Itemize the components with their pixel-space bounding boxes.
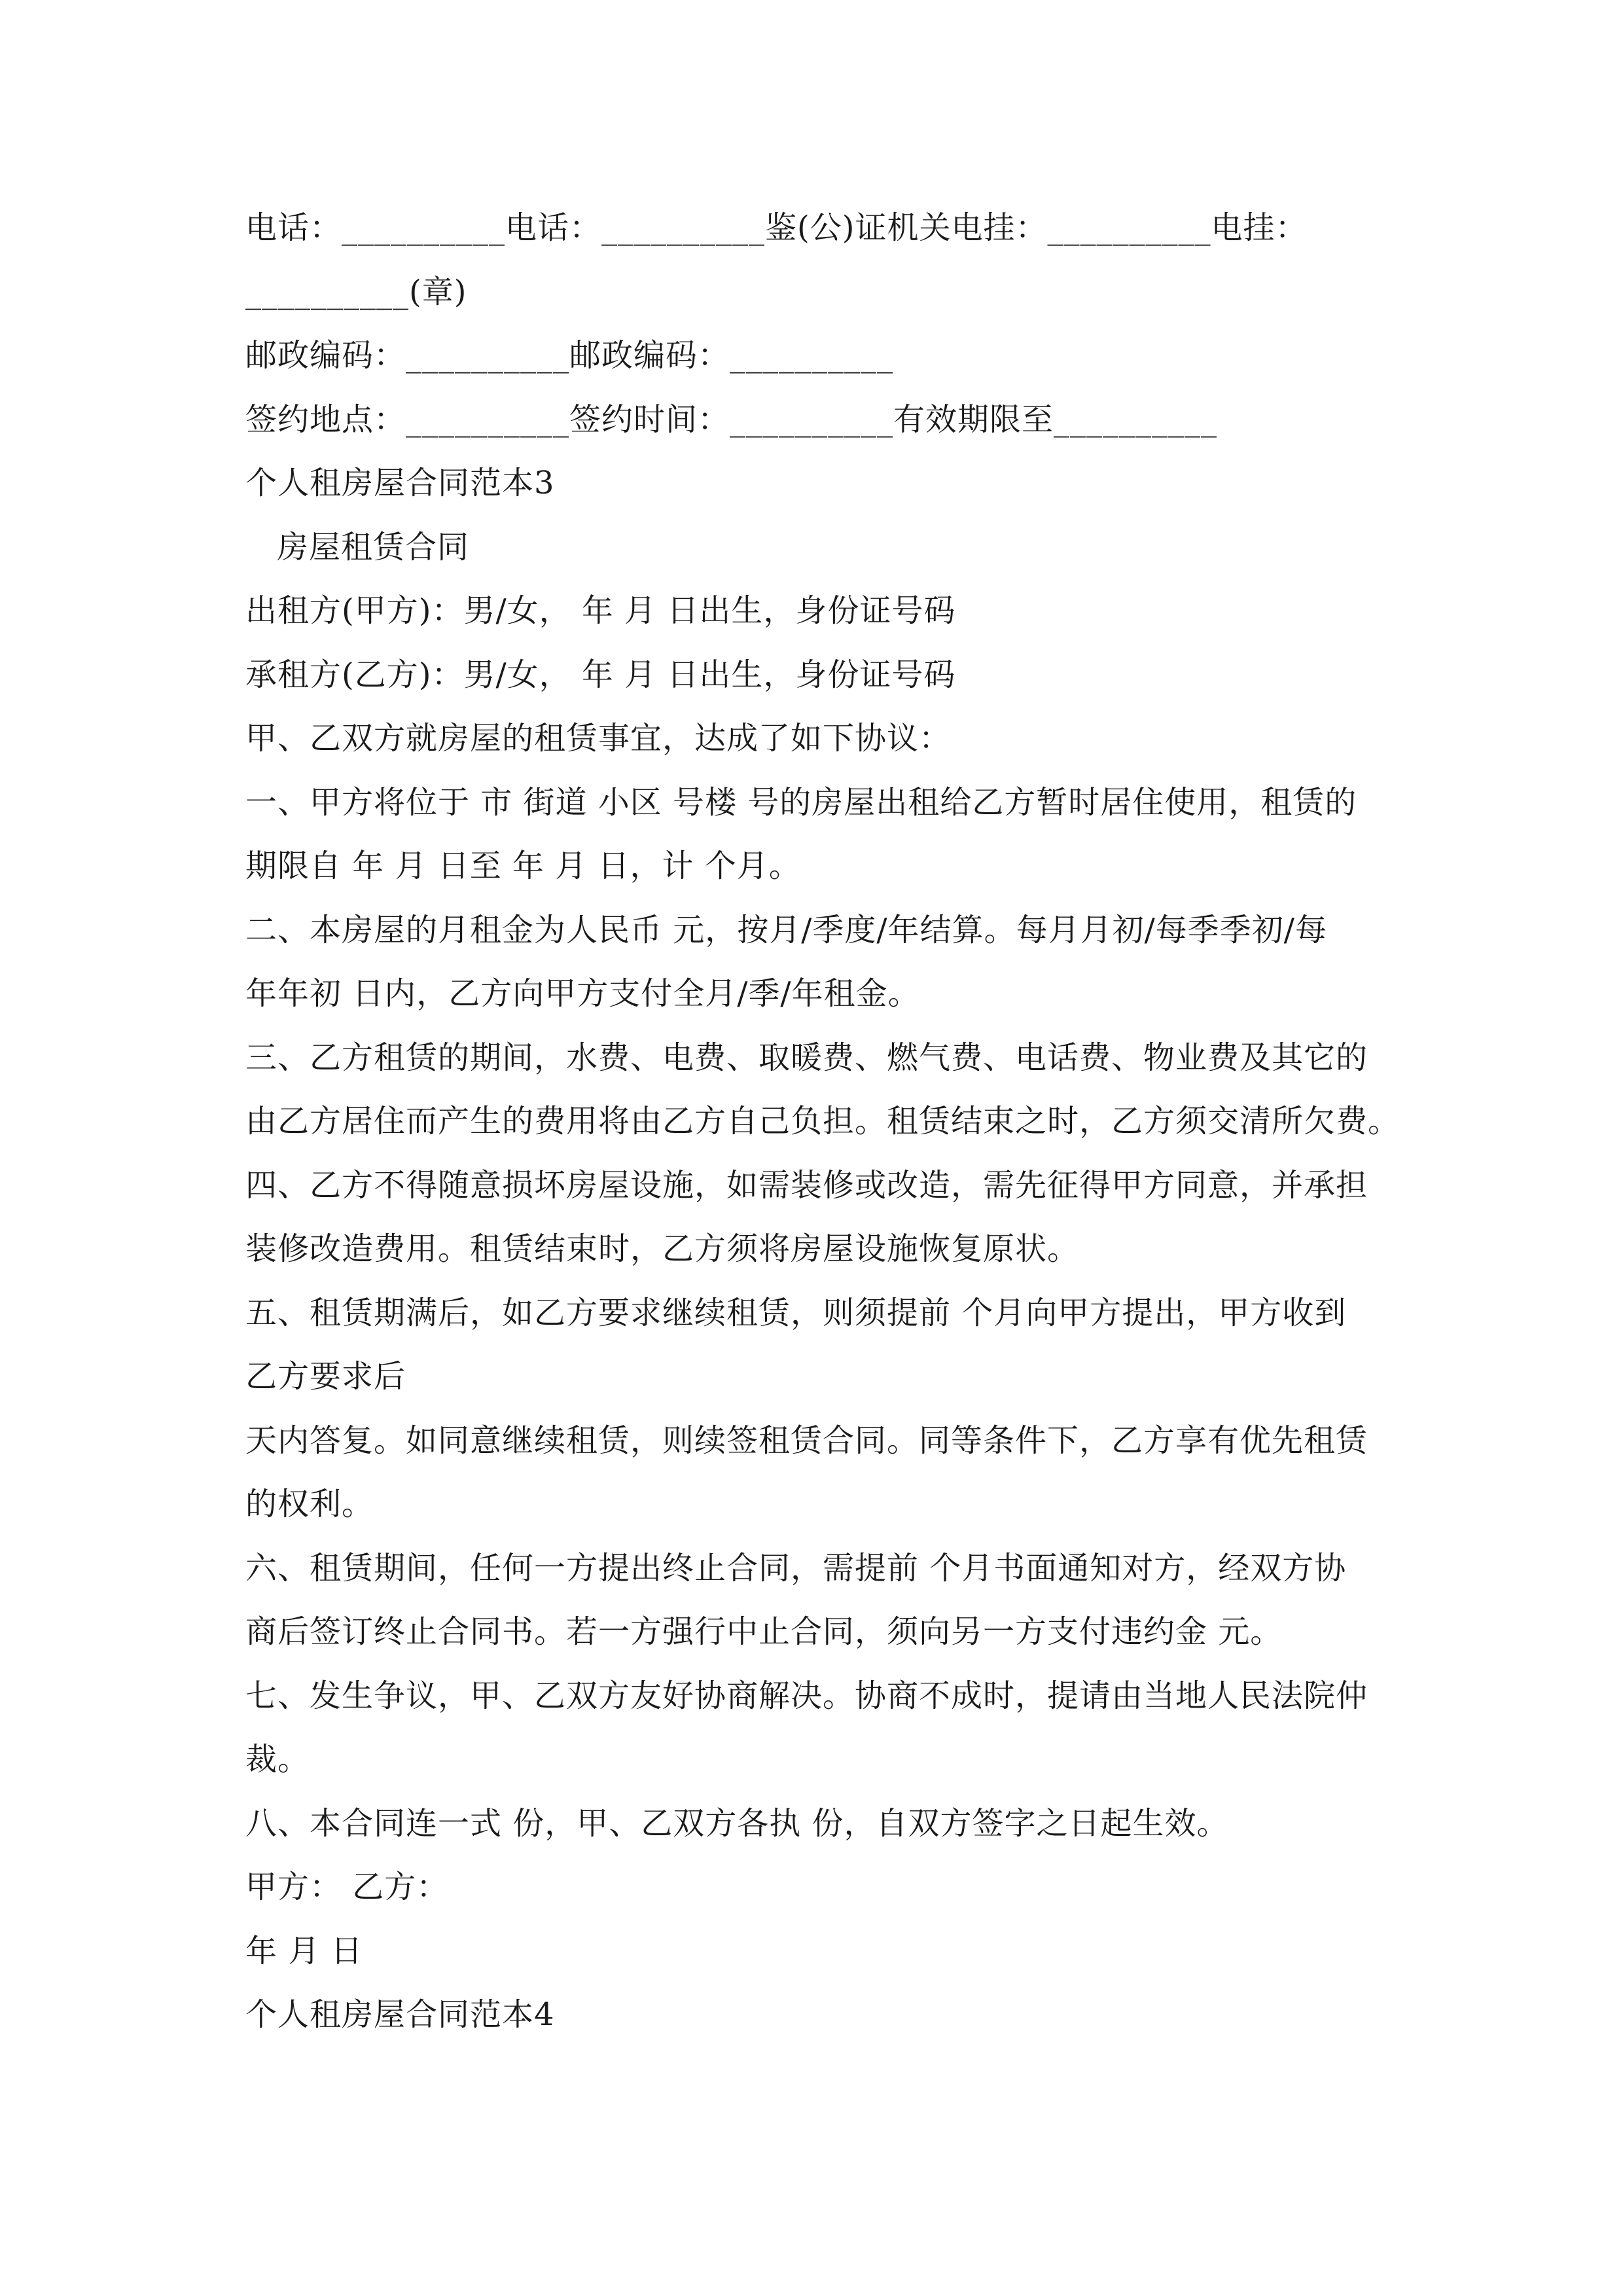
contact-phone-line: 电话：__________电话：__________鉴(公)证机关电挂：__________电挂： [245, 209, 1308, 246]
clause-5-line-3: 天内答复。如同意继续租赁，则续签租赁合同。同等条件下，乙方享有优先租赁 [245, 1422, 1368, 1459]
clause-3-line-2: 由乙方居住而产生的费用将由乙方自己负担。租赁结束之时，乙方须交清所欠费。 [245, 1103, 1400, 1139]
document-body [245, 196, 1400, 2047]
agreement-intro: 甲、乙双方就房屋的租赁事宜，达成了如下协议： [245, 720, 952, 757]
section-heading-3: 个人租房屋合同范本3 [245, 465, 555, 501]
lessee-info: 承租方(乙方)：男/女， 年 月 日出生，身份证号码 [245, 656, 956, 693]
clause-5-line-2: 乙方要求后 [245, 1358, 406, 1395]
clause-3-line-1: 三、乙方租赁的期间，水费、电费、取暖费、燃气费、电话费、物业费及其它的 [245, 1039, 1368, 1076]
clause-1-line-1: 一、甲方将位于 市 街道 小区 号楼 号的房屋出租给乙方暂时居住使用，租赁的 [245, 783, 1357, 821]
seal-line: __________(章) [245, 273, 467, 310]
clause-6-line-2: 商后签订终止合同书。若一方强行中止合同，须向另一方支付违约金 元。 [245, 1613, 1283, 1650]
clause-2-line-2: 年年初 日内，乙方向甲方支付全月/季/年租金。 [245, 975, 920, 1012]
clause-5-line-4: 的权利。 [245, 1486, 374, 1522]
signature-date: 年 月 日 [245, 1932, 363, 1969]
clause-1-line-2: 期限自 年 月 日至 年 月 日，计 个月。 [245, 848, 801, 884]
clause-6-line-1: 六、租赁期间，任何一方提出终止合同，需提前 个月书面通知对方，经双方协 [245, 1549, 1347, 1587]
clause-8: 八、本合同连一式 份，甲、乙双方各执 份，自双方签字之日起生效。 [245, 1804, 1229, 1842]
clause-4-line-1: 四、乙方不得随意损坏房屋设施，如需装修或改造，需先征得甲方同意，并承担 [245, 1166, 1368, 1204]
clause-2-line-1: 二、本房屋的月租金为人民币 元，按月/季度/年结算。每月月初/每季季初/每 [245, 911, 1327, 948]
clause-7-line-1: 七、发生争议，甲、乙双方友好协商解决。协商不成时，提请由当地人民法院仲 [245, 1677, 1368, 1714]
clause-4-line-2: 装修改造费用。租赁结束时，乙方须将房屋设施恢复原状。 [245, 1230, 1080, 1267]
clause-5-line-1: 五、租赁期满后，如乙方要求继续租赁，则须提前 个月向甲方提出，甲方收到 [245, 1294, 1347, 1331]
signing-place-time-line: 签约地点：__________签约时间：__________有效期限至__________ [245, 401, 1218, 438]
lessor-info: 出租方(甲方)：男/女， 年 月 日出生，身份证号码 [245, 592, 956, 629]
postal-code-line: 邮政编码：__________邮政编码：__________ [245, 337, 894, 374]
contract-title: 房屋租赁合同 [277, 528, 470, 565]
section-heading-4: 个人租房屋合同范本4 [245, 1996, 555, 2033]
signature-parties: 甲方： 乙方： [245, 1869, 449, 1905]
clause-7-line-2: 裁。 [245, 1741, 310, 1778]
